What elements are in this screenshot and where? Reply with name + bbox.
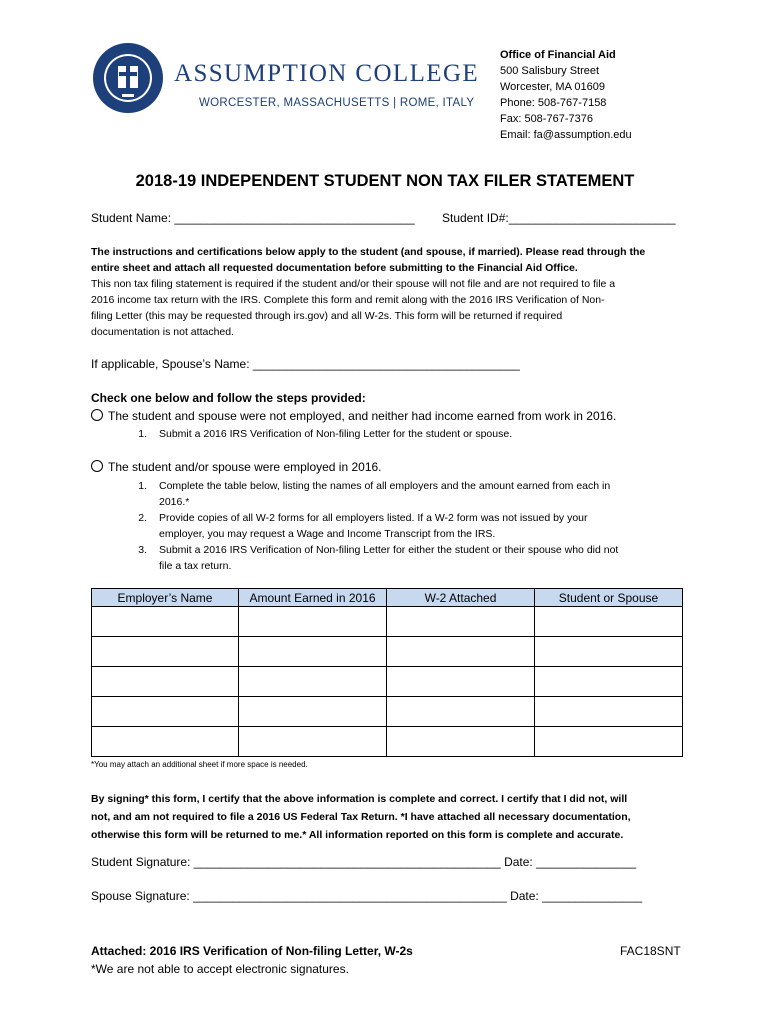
table-cell[interactable] [239, 607, 387, 637]
student-id-field[interactable]: Student ID#:_________________________ [442, 211, 676, 225]
table-row [92, 727, 683, 757]
table-header-row [92, 589, 683, 607]
option-label: The student and/or spouse were employed in 2016. [108, 460, 382, 474]
table-cell[interactable] [92, 637, 239, 667]
table-row [92, 697, 683, 727]
column-header-amount: Amount Earned in 2016 [239, 589, 387, 607]
table-cell[interactable] [387, 667, 535, 697]
check-heading: Check one below and follow the steps provided: [91, 391, 366, 405]
table-row [92, 667, 683, 697]
table-cell[interactable] [239, 697, 387, 727]
option-not-employed[interactable] [91, 409, 616, 423]
office-title: Office of Financial Aid [500, 49, 616, 61]
form-code: FAC18SNT [620, 944, 681, 958]
table-cell[interactable] [239, 667, 387, 697]
college-name: ASSUMPTION COLLEGE [174, 60, 480, 87]
table-cell[interactable] [92, 607, 239, 637]
office-fax: Fax: 508-767-7376 [500, 113, 593, 125]
employer-table [91, 588, 683, 757]
table-cell[interactable] [535, 667, 683, 697]
office-phone: Phone: 508-767-7158 [500, 97, 607, 109]
table-cell[interactable] [535, 727, 683, 757]
table-cell[interactable] [92, 667, 239, 697]
table-note: *You may attach an additional sheet if more space is needed. [91, 760, 308, 769]
option-employed[interactable] [91, 460, 382, 474]
college-location: WORCESTER, MASSACHUSETTS | ROME, ITALY [199, 97, 475, 109]
table-cell[interactable] [239, 727, 387, 757]
instructions: The instructions and certifications below apply to the student (and spouse, if married). Please read through the entire sheet and attach all requested documentation before submitting to the Financial Aid Office. This non tax filing statement is required if the student and/or their spouse will not file and are not required to file a 2016 income tax return with the IRS. Complete this form and remit along with the 2016 IRS Verification of Non- filing Letter (this may be requested through irs.gov) and all W-2s. This form will be returned if required documentation is not attached. [91, 246, 646, 338]
option-label: The student and spouse were not employed, and neither had income earned from work in 2016. [108, 409, 617, 423]
table-cell[interactable] [535, 637, 683, 667]
column-header-w2: W-2 Attached [387, 589, 535, 607]
spouse-signature-field[interactable]: Spouse Signature: _______________________________________________ Date: _______________ [91, 889, 643, 903]
table-row [92, 637, 683, 667]
spouse-name-field[interactable]: If applicable, Spouse’s Name: ________________________________________ [91, 357, 520, 371]
table-row [92, 607, 683, 637]
form-title: 2018-19 INDEPENDENT STUDENT NON TAX FILER STATEMENT [135, 172, 635, 190]
college-seal-logo [92, 42, 164, 114]
table-cell[interactable] [92, 727, 239, 757]
column-header-employer: Employer’s Name [92, 589, 239, 607]
office-street: 500 Salisbury Street [500, 65, 600, 77]
table-cell[interactable] [239, 637, 387, 667]
certification-statement: By signing* this form, I certify that the above information is complete and correct. I certify that I did not, will not, and am not required to file a 2016 US Federal Tax Return. *I have attached all necessary documentation, otherwise this form will be returned to me.* All information reported on this form is complete and accurate. [91, 793, 631, 841]
table-cell[interactable] [535, 697, 683, 727]
electronic-signature-note: *We are not able to accept electronic signatures. [91, 962, 349, 976]
office-email[interactable]: Email: fa@assumption.edu [500, 129, 632, 141]
radio-button[interactable] [91, 460, 103, 472]
office-address-block [500, 47, 632, 143]
attached-documents: Attached: 2016 IRS Verification of Non-filing Letter, W-2s [91, 944, 413, 958]
table-cell[interactable] [387, 697, 535, 727]
table-cell[interactable] [387, 607, 535, 637]
table-cell[interactable] [387, 727, 535, 757]
office-city: Worcester, MA 01609 [500, 81, 605, 93]
table-cell[interactable] [387, 637, 535, 667]
column-header-student-spouse: Student or Spouse [535, 589, 683, 607]
radio-button[interactable] [91, 409, 103, 421]
table-cell[interactable] [535, 607, 683, 637]
student-signature-field[interactable]: Student Signature: ______________________________________________ Date: _______________ [91, 855, 637, 869]
table-cell[interactable] [92, 697, 239, 727]
student-name-field[interactable]: Student Name: ____________________________________ [91, 211, 415, 225]
